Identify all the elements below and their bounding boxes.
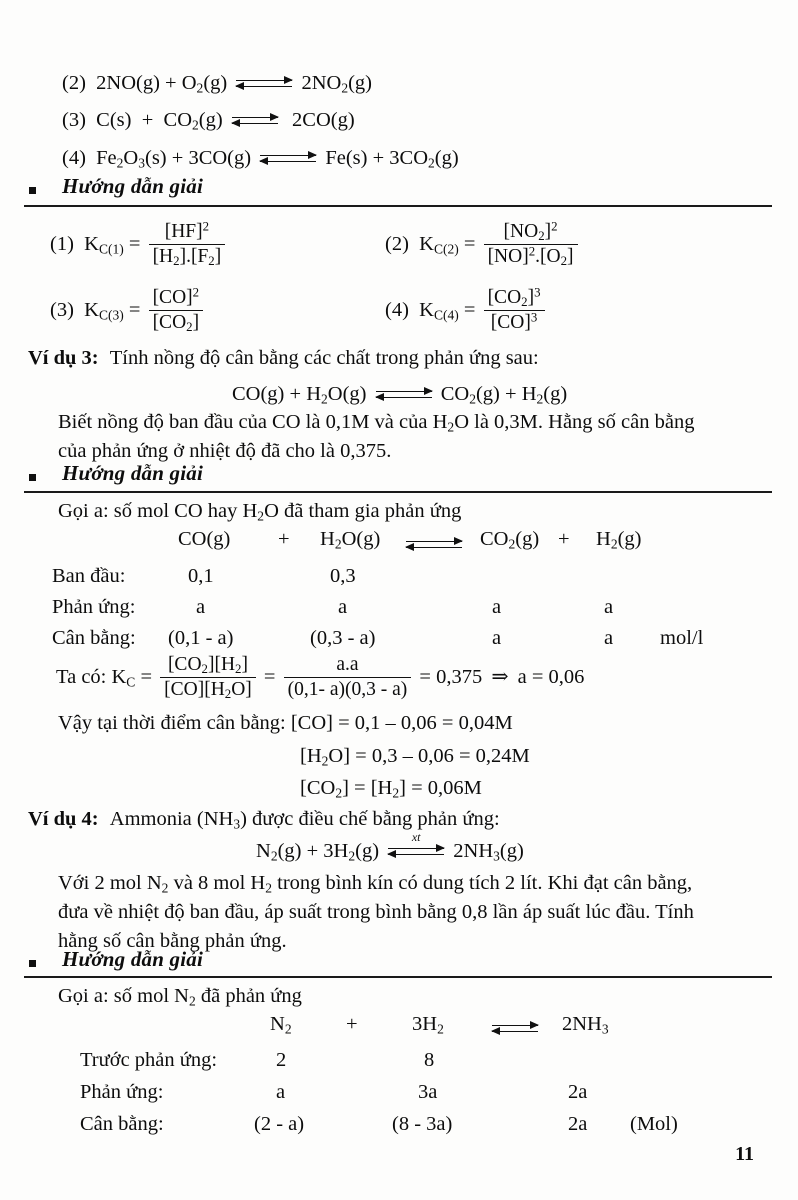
solution-3-intro: Gọi a: số mol CO hay $H_2O$ đã tham gia phản ứng bbox=[58, 500, 462, 524]
solution-3-result-1: Vậy tại thời điểm cân bằng: [CO] = 0,1 – 0,06 = 0,04M bbox=[58, 712, 513, 734]
kc-line-prefix: Ta có: $K_C$ = bbox=[56, 666, 152, 690]
ice3-unit: mol/l bbox=[660, 627, 704, 649]
guide-heading-1 bbox=[24, 174, 772, 208]
equilibrium-arrow-icon bbox=[232, 114, 278, 128]
kc-expression-3 bbox=[50, 285, 206, 335]
ice3-header-h2o: $H_2O(g)$ bbox=[320, 528, 381, 552]
ice3-cell: (0,1 - a) bbox=[168, 627, 234, 649]
equilibrium-arrow-icon bbox=[492, 1017, 538, 1040]
kc-line-frac1-den: $[CO][H_2O]$ bbox=[164, 679, 252, 702]
solution-4-intro: Gọi a: số mol $N_2$ đã phản ứng bbox=[58, 985, 302, 1009]
guide-heading-label: Hướng dẫn giải bbox=[62, 947, 204, 971]
ice4-header-nh3: $2NH_3$ bbox=[562, 1013, 609, 1037]
example-4-prompt: Ammonia $(NH_3)$ được điều chế bằng phản ứng: bbox=[109, 808, 500, 832]
kc-1-denominator: $[H_2].[F_2]$ bbox=[152, 246, 222, 269]
example-4-given-line-2: đưa về nhiệt độ ban đầu, áp suất trong bình bằng 0,8 lần áp suất lúc đầu. Tính bbox=[58, 901, 694, 923]
example-3-given-line-1: Biết nồng độ ban đầu của CO là 0,1M và của $H_2O$ là 0,3M. Hằng số cân bằng bbox=[58, 411, 695, 435]
example-4-label: Ví dụ 4: bbox=[28, 808, 99, 830]
guide-heading-label: Hướng dẫn giải bbox=[62, 174, 204, 198]
ice3-header-co: CO(g) bbox=[178, 528, 231, 550]
reaction-2-right: $2NO_2(g)$ bbox=[301, 72, 372, 96]
solution-3-kc-line bbox=[56, 655, 584, 702]
solution-3-result-2: $[H_2O] = 0,3 - 0,06 = 0,24M$ bbox=[300, 745, 530, 769]
kc-line-result: a = 0,06 bbox=[517, 666, 585, 689]
example-3-heading bbox=[28, 347, 539, 370]
ice3-cell: a bbox=[492, 596, 502, 618]
equilibrium-arrow-icon bbox=[376, 388, 432, 402]
kc-line-fraction-1 bbox=[160, 654, 256, 701]
kc-3-index: (3) bbox=[50, 299, 74, 322]
kc-expression-4 bbox=[385, 285, 548, 335]
reaction-item-2 bbox=[62, 72, 372, 95]
ice4-cell: 3a bbox=[418, 1081, 438, 1103]
reaction-item-4 bbox=[62, 147, 459, 170]
example-4-equation-left: $N_2(g) + 3H_2(g)$ bbox=[256, 840, 380, 864]
reaction-item-3 bbox=[62, 109, 355, 132]
kc-2-index: (2) bbox=[385, 233, 409, 256]
ice3-cell: 0,3 bbox=[330, 565, 356, 587]
example-3-equation-right: $CO_2(g) + H_2(g)$ bbox=[440, 383, 568, 407]
ice3-header-co2: $CO_2(g)$ bbox=[480, 528, 540, 552]
solution-3-ice-table bbox=[0, 528, 798, 649]
reaction-2-index: (2) bbox=[62, 72, 86, 94]
kc-2-numerator: $[NO_2]^2$ bbox=[484, 221, 578, 245]
ice4-header-plus: + bbox=[346, 1013, 358, 1035]
example-3-equation bbox=[232, 383, 567, 406]
ice4-header-n2: $N_2$ bbox=[270, 1013, 292, 1037]
guide-heading-2 bbox=[24, 461, 772, 495]
solution-3-result-3: $[CO_2] = [H_2] = 0,06M$ bbox=[300, 777, 482, 801]
reaction-2-left: $2NO(g) + O_2(g)$ bbox=[91, 72, 228, 96]
kc-3-denominator: $[CO_2]$ bbox=[152, 312, 200, 335]
kc-4-denominator: [CO]$^3$ bbox=[490, 310, 538, 333]
section-divider bbox=[24, 491, 772, 493]
ice3-header-plus2: + bbox=[558, 528, 570, 550]
reaction-4-right: $Fe(s) + 3CO_2(g)$ bbox=[325, 147, 459, 171]
example-4-given-line-3: hằng số cân bằng phản ứng. bbox=[58, 930, 287, 952]
ice4-cell: 2a bbox=[568, 1081, 588, 1103]
ice3-cell: a bbox=[492, 627, 502, 649]
ice4-unit: (Mol) bbox=[630, 1113, 678, 1135]
ice3-row-label: Phản ứng: bbox=[52, 596, 136, 618]
example-4-given-line-1: Với 2 mol $N_2$ và 8 mol $H_2$ trong bình kín có dung tích 2 lít. Khi đạt cân bằng, bbox=[58, 872, 693, 896]
implies-icon: ⇒ bbox=[491, 666, 509, 689]
ice4-cell: 2 bbox=[276, 1049, 287, 1071]
ice4-cell: (2 - a) bbox=[254, 1113, 305, 1135]
ice4-cell: 8 bbox=[424, 1049, 435, 1071]
example-3-given-line-2: của phản ứng ở nhiệt độ đã cho là 0,375. bbox=[58, 440, 392, 462]
reaction-4-left: $Fe_2O_3(s) + 3CO(g)$ bbox=[91, 147, 252, 171]
kc-2-denominator: $[NO]^2.[O_2]$ bbox=[487, 244, 574, 269]
ice3-cell: a bbox=[338, 596, 348, 618]
reaction-4-index: (4) bbox=[62, 147, 86, 169]
reaction-3-left: $C(s) + CO_2(g)$ bbox=[91, 109, 223, 133]
reaction-3-index: (3) bbox=[62, 109, 86, 131]
kc-4-numerator: $[CO_2]^3$ bbox=[484, 287, 545, 311]
kc-line-frac2-num: a.a bbox=[284, 654, 412, 678]
section-divider bbox=[24, 976, 772, 978]
ice4-header-h2: $3H_2$ bbox=[412, 1013, 444, 1037]
kc-3-fraction bbox=[149, 287, 204, 334]
kc-1-index: (1) bbox=[50, 233, 74, 256]
ice3-cell: a bbox=[196, 596, 206, 618]
kc-4-fraction bbox=[484, 287, 545, 334]
solution-4-ice-table bbox=[0, 1013, 798, 1135]
equilibrium-arrow-icon bbox=[260, 152, 316, 166]
example-4-equation-right: $2NH_3(g)$ bbox=[453, 840, 524, 864]
kc-1-fraction bbox=[149, 221, 226, 268]
kc-2-symbol: $K_{C(2)}$ = bbox=[414, 233, 476, 257]
kc-3-symbol: $K_{C(3)}$ = bbox=[79, 299, 141, 323]
ice4-cell: a bbox=[276, 1081, 286, 1103]
kc-3-numerator: [CO]$^2$ bbox=[149, 287, 204, 311]
ice3-cell: a bbox=[604, 596, 614, 618]
ice3-row-label: Cân bằng: bbox=[52, 627, 136, 649]
square-bullet-icon bbox=[29, 474, 36, 481]
ice3-cell: 0,1 bbox=[188, 565, 214, 587]
kc-line-value: = 0,375 bbox=[419, 666, 483, 689]
square-bullet-icon bbox=[29, 960, 36, 967]
kc-expression-1 bbox=[50, 219, 228, 269]
ice4-cell: 2a bbox=[568, 1113, 588, 1135]
ice4-row-label: Trước phản ứng: bbox=[80, 1049, 218, 1071]
kc-1-symbol: $K_{C(1)}$ = bbox=[79, 233, 141, 257]
example-3-prompt: Tính nồng độ cân bằng các chất trong phản ứng sau: bbox=[109, 347, 539, 369]
kc-expression-2 bbox=[385, 219, 581, 269]
ice4-row-label: Cân bằng: bbox=[80, 1113, 164, 1135]
page-number: 11 bbox=[735, 1143, 754, 1165]
example-3-equation-left: $CO(g) + H_2O(g)$ bbox=[232, 383, 367, 407]
square-bullet-icon bbox=[29, 187, 36, 194]
kc-line-frac2-den: (0,1- a)(0,3 - a) bbox=[287, 679, 408, 700]
reaction-3-right: 2CO(g) bbox=[286, 109, 355, 131]
ice3-cell: a bbox=[604, 627, 614, 649]
kc-2-fraction bbox=[484, 221, 578, 268]
example-4-heading bbox=[28, 808, 500, 831]
kc-1-numerator: [HF]$^2$ bbox=[149, 221, 226, 245]
catalytic-equilibrium-arrow-icon bbox=[388, 830, 444, 859]
catalyst-label: xt bbox=[411, 830, 421, 845]
kc-line-equals-1: = bbox=[263, 666, 276, 689]
ice3-cell: (0,3 - a) bbox=[310, 627, 376, 649]
ice4-cell: (8 - 3a) bbox=[392, 1113, 453, 1135]
example-3-label: Ví dụ 3: bbox=[28, 347, 99, 369]
kc-line-fraction-2 bbox=[284, 654, 412, 701]
ice3-header-plus1: + bbox=[278, 528, 290, 550]
section-divider bbox=[24, 205, 772, 207]
ice4-row-label: Phản ứng: bbox=[80, 1081, 164, 1103]
ice3-row-label: Ban đầu: bbox=[52, 565, 126, 587]
kc-line-frac1-num: $[CO_2][H_2]$ bbox=[160, 654, 256, 678]
guide-heading-label: Hướng dẫn giải bbox=[62, 461, 204, 485]
equilibrium-arrow-icon bbox=[406, 533, 462, 556]
kc-4-symbol: $K_{C(4)}$ = bbox=[414, 299, 476, 323]
example-4-equation bbox=[256, 830, 524, 864]
ice3-header-h2: $H_2(g)$ bbox=[596, 528, 642, 552]
kc-4-index: (4) bbox=[385, 299, 409, 322]
equilibrium-arrow-icon bbox=[236, 77, 292, 91]
